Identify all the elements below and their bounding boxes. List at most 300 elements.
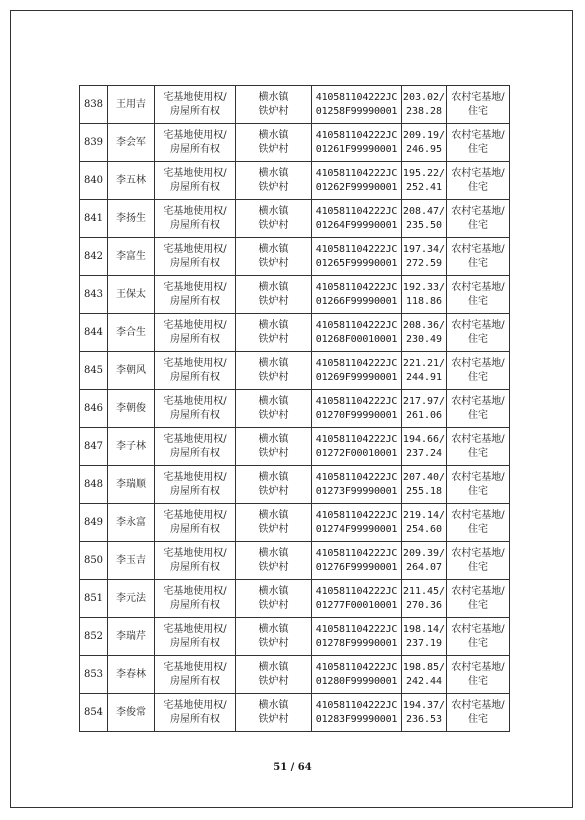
cell-area-line: 211.45/ xyxy=(402,585,446,597)
cell-usage xyxy=(447,504,510,542)
cell-owner-name: 李扬生 xyxy=(108,200,155,238)
cell-owner-name: 李瑞顺 xyxy=(108,466,155,504)
cell-usage-line: 住宅 xyxy=(468,219,488,231)
cell-location-line: 铁炉村 xyxy=(258,485,289,497)
cell-parcel-code-line: 01274F99990001 xyxy=(315,523,398,535)
cell-location xyxy=(236,124,312,162)
cell-right-type-line: 房屋所有权 xyxy=(170,181,220,193)
cell-usage-line: 农村宅基地/ xyxy=(451,281,505,293)
cell-parcel-code-line: 01280F99990001 xyxy=(315,675,398,687)
cell-parcel-code-line: 410581104222JC xyxy=(315,471,398,483)
cell-usage xyxy=(447,124,510,162)
cell-area-line: 209.39/ xyxy=(402,547,446,559)
cell-usage-line: 农村宅基地/ xyxy=(451,395,505,407)
cell-right-type-line: 房屋所有权 xyxy=(170,143,220,155)
cell-parcel-code xyxy=(312,86,402,124)
cell-area-line: 264.07 xyxy=(405,561,443,573)
cell-right-type-line: 宅基地使用权/ xyxy=(163,585,227,597)
cell-location-line: 横水镇 xyxy=(258,167,289,179)
cell-location-line: 横水镇 xyxy=(258,243,289,255)
cell-area-line: 235.50 xyxy=(405,219,443,231)
page-number: 51 / 64 xyxy=(273,762,312,773)
table-row xyxy=(80,694,510,732)
cell-parcel-code-line: 01262F99990001 xyxy=(315,181,398,193)
cell-usage xyxy=(447,390,510,428)
cell-usage xyxy=(447,694,510,732)
cell-location xyxy=(236,504,312,542)
cell-usage-line: 农村宅基地/ xyxy=(451,585,505,597)
cell-area xyxy=(402,276,447,314)
cell-index: 838 xyxy=(80,86,108,124)
cell-index: 846 xyxy=(80,390,108,428)
cell-area-line: 255.18 xyxy=(405,485,443,497)
cell-right-type xyxy=(155,466,236,504)
cell-right-type-line: 房屋所有权 xyxy=(170,295,220,307)
cell-right-type xyxy=(155,390,236,428)
cell-area-line: 237.24 xyxy=(405,447,443,459)
cell-area-line: 252.41 xyxy=(405,181,443,193)
cell-usage-line: 农村宅基地/ xyxy=(451,661,505,673)
cell-area-line: 230.49 xyxy=(405,333,443,345)
cell-parcel-code-line: 410581104222JC xyxy=(315,585,398,597)
cell-usage-line: 住宅 xyxy=(468,181,488,193)
cell-owner-name: 李合生 xyxy=(108,314,155,352)
cell-area xyxy=(402,314,447,352)
cell-location-line: 铁炉村 xyxy=(258,143,289,155)
cell-usage-line: 住宅 xyxy=(468,371,488,383)
cell-right-type-line: 宅基地使用权/ xyxy=(163,623,227,635)
cell-location-line: 横水镇 xyxy=(258,319,289,331)
cell-parcel-code-line: 410581104222JC xyxy=(315,281,398,293)
cell-parcel-code-line: 410581104222JC xyxy=(315,243,398,255)
cell-location-line: 铁炉村 xyxy=(258,295,289,307)
cell-location-line: 横水镇 xyxy=(258,471,289,483)
cell-right-type-line: 房屋所有权 xyxy=(170,561,220,573)
cell-usage xyxy=(447,314,510,352)
cell-location-line: 横水镇 xyxy=(258,357,289,369)
cell-area xyxy=(402,162,447,200)
cell-index: 843 xyxy=(80,276,108,314)
cell-location-line: 铁炉村 xyxy=(258,713,289,725)
cell-owner-name: 李元法 xyxy=(108,580,155,618)
cell-index: 845 xyxy=(80,352,108,390)
cell-right-type-line: 宅基地使用权/ xyxy=(163,433,227,445)
cell-right-type-line: 房屋所有权 xyxy=(170,257,220,269)
cell-location-line: 横水镇 xyxy=(258,433,289,445)
table-row xyxy=(80,162,510,200)
cell-right-type xyxy=(155,352,236,390)
cell-location-line: 横水镇 xyxy=(258,661,289,673)
cell-location xyxy=(236,656,312,694)
cell-right-type-line: 房屋所有权 xyxy=(170,333,220,345)
cell-usage-line: 农村宅基地/ xyxy=(451,623,505,635)
cell-location-line: 铁炉村 xyxy=(258,523,289,535)
table-row xyxy=(80,428,510,466)
cell-area-line: 238.28 xyxy=(405,105,443,117)
cell-parcel-code xyxy=(312,162,402,200)
cell-right-type xyxy=(155,86,236,124)
cell-parcel-code xyxy=(312,200,402,238)
cell-owner-name: 李春林 xyxy=(108,656,155,694)
cell-parcel-code-line: 01276F99990001 xyxy=(315,561,398,573)
cell-location-line: 铁炉村 xyxy=(258,181,289,193)
cell-area xyxy=(402,124,447,162)
cell-parcel-code-line: 01283F99990001 xyxy=(315,713,398,725)
cell-usage-line: 住宅 xyxy=(468,637,488,649)
cell-owner-name: 李瑞芹 xyxy=(108,618,155,656)
cell-right-type-line: 宅基地使用权/ xyxy=(163,395,227,407)
cell-location xyxy=(236,618,312,656)
cell-area-line: 198.14/ xyxy=(402,623,446,635)
cell-location-line: 铁炉村 xyxy=(258,257,289,269)
cell-usage xyxy=(447,200,510,238)
cell-index: 847 xyxy=(80,428,108,466)
cell-usage-line: 农村宅基地/ xyxy=(451,433,505,445)
cell-right-type-line: 宅基地使用权/ xyxy=(163,243,227,255)
cell-right-type xyxy=(155,618,236,656)
table-row xyxy=(80,542,510,580)
cell-parcel-code-line: 01268F00010001 xyxy=(315,333,398,345)
cell-right-type-line: 宅基地使用权/ xyxy=(163,509,227,521)
cell-area xyxy=(402,580,447,618)
cell-parcel-code-line: 410581104222JC xyxy=(315,433,398,445)
cell-right-type xyxy=(155,238,236,276)
cell-right-type-line: 宅基地使用权/ xyxy=(163,661,227,673)
cell-usage xyxy=(447,428,510,466)
cell-parcel-code-line: 410581104222JC xyxy=(315,661,398,673)
cell-right-type xyxy=(155,656,236,694)
cell-owner-name: 李俊常 xyxy=(108,694,155,732)
cell-index: 851 xyxy=(80,580,108,618)
table-row xyxy=(80,580,510,618)
cell-right-type-line: 宅基地使用权/ xyxy=(163,699,227,711)
cell-parcel-code-line: 01278F99990001 xyxy=(315,637,398,649)
cell-location-line: 铁炉村 xyxy=(258,333,289,345)
cell-parcel-code-line: 01273F99990001 xyxy=(315,485,398,497)
cell-usage xyxy=(447,580,510,618)
table-body xyxy=(80,86,510,732)
cell-right-type-line: 房屋所有权 xyxy=(170,523,220,535)
cell-location xyxy=(236,238,312,276)
cell-location xyxy=(236,86,312,124)
cell-usage-line: 住宅 xyxy=(468,295,488,307)
cell-parcel-code xyxy=(312,390,402,428)
table-row xyxy=(80,504,510,542)
table-row xyxy=(80,390,510,428)
cell-location-line: 铁炉村 xyxy=(258,105,289,117)
cell-area-line: 272.59 xyxy=(405,257,443,269)
cell-right-type xyxy=(155,276,236,314)
cell-area-line: 208.36/ xyxy=(402,319,446,331)
cell-parcel-code-line: 01269F99990001 xyxy=(315,371,398,383)
cell-usage-line: 住宅 xyxy=(468,485,488,497)
cell-usage xyxy=(447,276,510,314)
cell-location xyxy=(236,580,312,618)
cell-parcel-code-line: 410581104222JC xyxy=(315,129,398,141)
cell-area xyxy=(402,238,447,276)
cell-location-line: 横水镇 xyxy=(258,699,289,711)
cell-usage xyxy=(447,238,510,276)
cell-right-type-line: 房屋所有权 xyxy=(170,105,220,117)
cell-location xyxy=(236,466,312,504)
cell-parcel-code-line: 410581104222JC xyxy=(315,357,398,369)
table-row xyxy=(80,618,510,656)
cell-area-line: 197.34/ xyxy=(402,243,446,255)
cell-index: 854 xyxy=(80,694,108,732)
cell-owner-name: 王用吉 xyxy=(108,86,155,124)
cell-parcel-code-line: 410581104222JC xyxy=(315,699,398,711)
cell-right-type-line: 宅基地使用权/ xyxy=(163,205,227,217)
cell-area xyxy=(402,656,447,694)
cell-usage xyxy=(447,352,510,390)
cell-location xyxy=(236,314,312,352)
cell-right-type xyxy=(155,162,236,200)
cell-parcel-code xyxy=(312,124,402,162)
cell-area-line: 192.33/ xyxy=(402,281,446,293)
cell-right-type-line: 宅基地使用权/ xyxy=(163,281,227,293)
table-row xyxy=(80,466,510,504)
cell-usage xyxy=(447,86,510,124)
cell-usage-line: 农村宅基地/ xyxy=(451,167,505,179)
property-registry-table xyxy=(79,85,510,732)
cell-right-type-line: 房屋所有权 xyxy=(170,675,220,687)
cell-usage-line: 农村宅基地/ xyxy=(451,357,505,369)
cell-location-line: 横水镇 xyxy=(258,281,289,293)
cell-usage-line: 住宅 xyxy=(468,713,488,725)
cell-area xyxy=(402,352,447,390)
cell-location-line: 铁炉村 xyxy=(258,371,289,383)
cell-area-line: 242.44 xyxy=(405,675,443,687)
cell-parcel-code xyxy=(312,276,402,314)
cell-area xyxy=(402,694,447,732)
cell-usage xyxy=(447,542,510,580)
cell-right-type xyxy=(155,124,236,162)
cell-parcel-code-line: 01258F99990001 xyxy=(315,105,398,117)
cell-usage-line: 农村宅基地/ xyxy=(451,243,505,255)
cell-area xyxy=(402,86,447,124)
cell-area-line: 221.21/ xyxy=(402,357,446,369)
cell-location-line: 铁炉村 xyxy=(258,219,289,231)
cell-parcel-code-line: 410581104222JC xyxy=(315,319,398,331)
cell-area-line: 203.02/ xyxy=(402,91,446,103)
cell-right-type-line: 房屋所有权 xyxy=(170,447,220,459)
cell-usage-line: 住宅 xyxy=(468,257,488,269)
cell-usage-line: 住宅 xyxy=(468,143,488,155)
cell-usage-line: 住宅 xyxy=(468,447,488,459)
cell-right-type-line: 宅基地使用权/ xyxy=(163,547,227,559)
cell-location-line: 横水镇 xyxy=(258,395,289,407)
cell-index: 849 xyxy=(80,504,108,542)
cell-right-type xyxy=(155,504,236,542)
cell-parcel-code-line: 410581104222JC xyxy=(315,509,398,521)
table-row xyxy=(80,352,510,390)
cell-right-type-line: 宅基地使用权/ xyxy=(163,129,227,141)
cell-usage-line: 农村宅基地/ xyxy=(451,129,505,141)
cell-location xyxy=(236,276,312,314)
cell-area-line: 198.85/ xyxy=(402,661,446,673)
cell-area-line: 208.47/ xyxy=(402,205,446,217)
cell-owner-name: 李五林 xyxy=(108,162,155,200)
cell-parcel-code xyxy=(312,580,402,618)
cell-location xyxy=(236,390,312,428)
cell-usage xyxy=(447,656,510,694)
cell-location-line: 铁炉村 xyxy=(258,637,289,649)
cell-usage xyxy=(447,466,510,504)
cell-parcel-code xyxy=(312,656,402,694)
cell-parcel-code xyxy=(312,694,402,732)
cell-parcel-code-line: 01270F99990001 xyxy=(315,409,398,421)
cell-right-type-line: 房屋所有权 xyxy=(170,219,220,231)
cell-right-type xyxy=(155,314,236,352)
cell-usage-line: 住宅 xyxy=(468,409,488,421)
cell-area-line: 209.19/ xyxy=(402,129,446,141)
cell-usage-line: 农村宅基地/ xyxy=(451,471,505,483)
cell-area xyxy=(402,542,447,580)
cell-location xyxy=(236,542,312,580)
cell-owner-name: 李朝俊 xyxy=(108,390,155,428)
cell-parcel-code xyxy=(312,542,402,580)
cell-area xyxy=(402,200,447,238)
cell-right-type xyxy=(155,200,236,238)
cell-usage-line: 农村宅基地/ xyxy=(451,205,505,217)
cell-owner-name: 李会军 xyxy=(108,124,155,162)
cell-right-type xyxy=(155,694,236,732)
cell-usage xyxy=(447,162,510,200)
cell-parcel-code xyxy=(312,618,402,656)
cell-right-type-line: 宅基地使用权/ xyxy=(163,167,227,179)
cell-right-type-line: 房屋所有权 xyxy=(170,713,220,725)
cell-parcel-code-line: 01277F00010001 xyxy=(315,599,398,611)
table-row xyxy=(80,276,510,314)
cell-location xyxy=(236,428,312,466)
cell-index: 842 xyxy=(80,238,108,276)
cell-usage-line: 住宅 xyxy=(468,105,488,117)
cell-usage-line: 农村宅基地/ xyxy=(451,509,505,521)
table-row xyxy=(80,238,510,276)
cell-parcel-code-line: 01264F99990001 xyxy=(315,219,398,231)
cell-location xyxy=(236,352,312,390)
cell-right-type-line: 房屋所有权 xyxy=(170,637,220,649)
cell-right-type-line: 房屋所有权 xyxy=(170,409,220,421)
cell-area-line: 194.37/ xyxy=(402,699,446,711)
cell-usage-line: 农村宅基地/ xyxy=(451,91,505,103)
cell-location-line: 铁炉村 xyxy=(258,675,289,687)
cell-owner-name: 李朝风 xyxy=(108,352,155,390)
cell-area-line: 217.97/ xyxy=(402,395,446,407)
cell-location xyxy=(236,200,312,238)
cell-index: 850 xyxy=(80,542,108,580)
cell-usage-line: 农村宅基地/ xyxy=(451,699,505,711)
cell-area-line: 118.86 xyxy=(405,295,443,307)
cell-usage-line: 住宅 xyxy=(468,561,488,573)
cell-area xyxy=(402,618,447,656)
cell-owner-name: 王保太 xyxy=(108,276,155,314)
cell-right-type-line: 宅基地使用权/ xyxy=(163,357,227,369)
cell-area-line: 237.19 xyxy=(405,637,443,649)
cell-area-line: 246.95 xyxy=(405,143,443,155)
cell-parcel-code-line: 01261F99990001 xyxy=(315,143,398,155)
cell-area-line: 244.91 xyxy=(405,371,443,383)
cell-area xyxy=(402,428,447,466)
cell-parcel-code-line: 410581104222JC xyxy=(315,205,398,217)
cell-area-line: 194.66/ xyxy=(402,433,446,445)
cell-area-line: 219.14/ xyxy=(402,509,446,521)
cell-area xyxy=(402,390,447,428)
cell-parcel-code-line: 01272F00010001 xyxy=(315,447,398,459)
table-row xyxy=(80,314,510,352)
cell-index: 844 xyxy=(80,314,108,352)
cell-parcel-code xyxy=(312,352,402,390)
cell-location-line: 铁炉村 xyxy=(258,561,289,573)
cell-usage-line: 住宅 xyxy=(468,523,488,535)
cell-owner-name: 李富生 xyxy=(108,238,155,276)
cell-usage xyxy=(447,618,510,656)
cell-owner-name: 李玉吉 xyxy=(108,542,155,580)
cell-parcel-code xyxy=(312,466,402,504)
cell-location-line: 铁炉村 xyxy=(258,447,289,459)
cell-usage-line: 农村宅基地/ xyxy=(451,319,505,331)
cell-index: 848 xyxy=(80,466,108,504)
cell-location-line: 横水镇 xyxy=(258,623,289,635)
cell-usage-line: 住宅 xyxy=(468,599,488,611)
cell-area-line: 261.06 xyxy=(405,409,443,421)
cell-right-type-line: 房屋所有权 xyxy=(170,485,220,497)
cell-location-line: 横水镇 xyxy=(258,585,289,597)
cell-area xyxy=(402,466,447,504)
table-row xyxy=(80,656,510,694)
cell-location-line: 横水镇 xyxy=(258,509,289,521)
cell-parcel-code xyxy=(312,428,402,466)
cell-parcel-code-line: 410581104222JC xyxy=(315,91,398,103)
cell-area-line: 207.40/ xyxy=(402,471,446,483)
cell-location xyxy=(236,694,312,732)
cell-parcel-code-line: 410581104222JC xyxy=(315,395,398,407)
cell-area-line: 270.36 xyxy=(405,599,443,611)
cell-usage-line: 住宅 xyxy=(468,675,488,687)
cell-location xyxy=(236,162,312,200)
cell-parcel-code xyxy=(312,238,402,276)
cell-location-line: 横水镇 xyxy=(258,91,289,103)
cell-index: 839 xyxy=(80,124,108,162)
cell-location-line: 横水镇 xyxy=(258,547,289,559)
cell-right-type-line: 宅基地使用权/ xyxy=(163,319,227,331)
cell-area-line: 195.22/ xyxy=(402,167,446,179)
cell-right-type-line: 房屋所有权 xyxy=(170,371,220,383)
cell-parcel-code-line: 410581104222JC xyxy=(315,547,398,559)
table-row xyxy=(80,86,510,124)
cell-area-line: 236.53 xyxy=(405,713,443,725)
cell-index: 841 xyxy=(80,200,108,238)
cell-parcel-code-line: 410581104222JC xyxy=(315,623,398,635)
cell-usage-line: 住宅 xyxy=(468,333,488,345)
table-row xyxy=(80,200,510,238)
cell-index: 852 xyxy=(80,618,108,656)
table-row xyxy=(80,124,510,162)
cell-parcel-code-line: 410581104222JC xyxy=(315,167,398,179)
cell-right-type xyxy=(155,580,236,618)
cell-right-type-line: 宅基地使用权/ xyxy=(163,91,227,103)
cell-parcel-code xyxy=(312,314,402,352)
cell-owner-name: 李子林 xyxy=(108,428,155,466)
cell-right-type-line: 房屋所有权 xyxy=(170,599,220,611)
cell-right-type-line: 宅基地使用权/ xyxy=(163,471,227,483)
cell-index: 853 xyxy=(80,656,108,694)
cell-parcel-code-line: 01266F99990001 xyxy=(315,295,398,307)
cell-location-line: 铁炉村 xyxy=(258,409,289,421)
cell-location-line: 横水镇 xyxy=(258,205,289,217)
cell-right-type xyxy=(155,542,236,580)
cell-location-line: 铁炉村 xyxy=(258,599,289,611)
